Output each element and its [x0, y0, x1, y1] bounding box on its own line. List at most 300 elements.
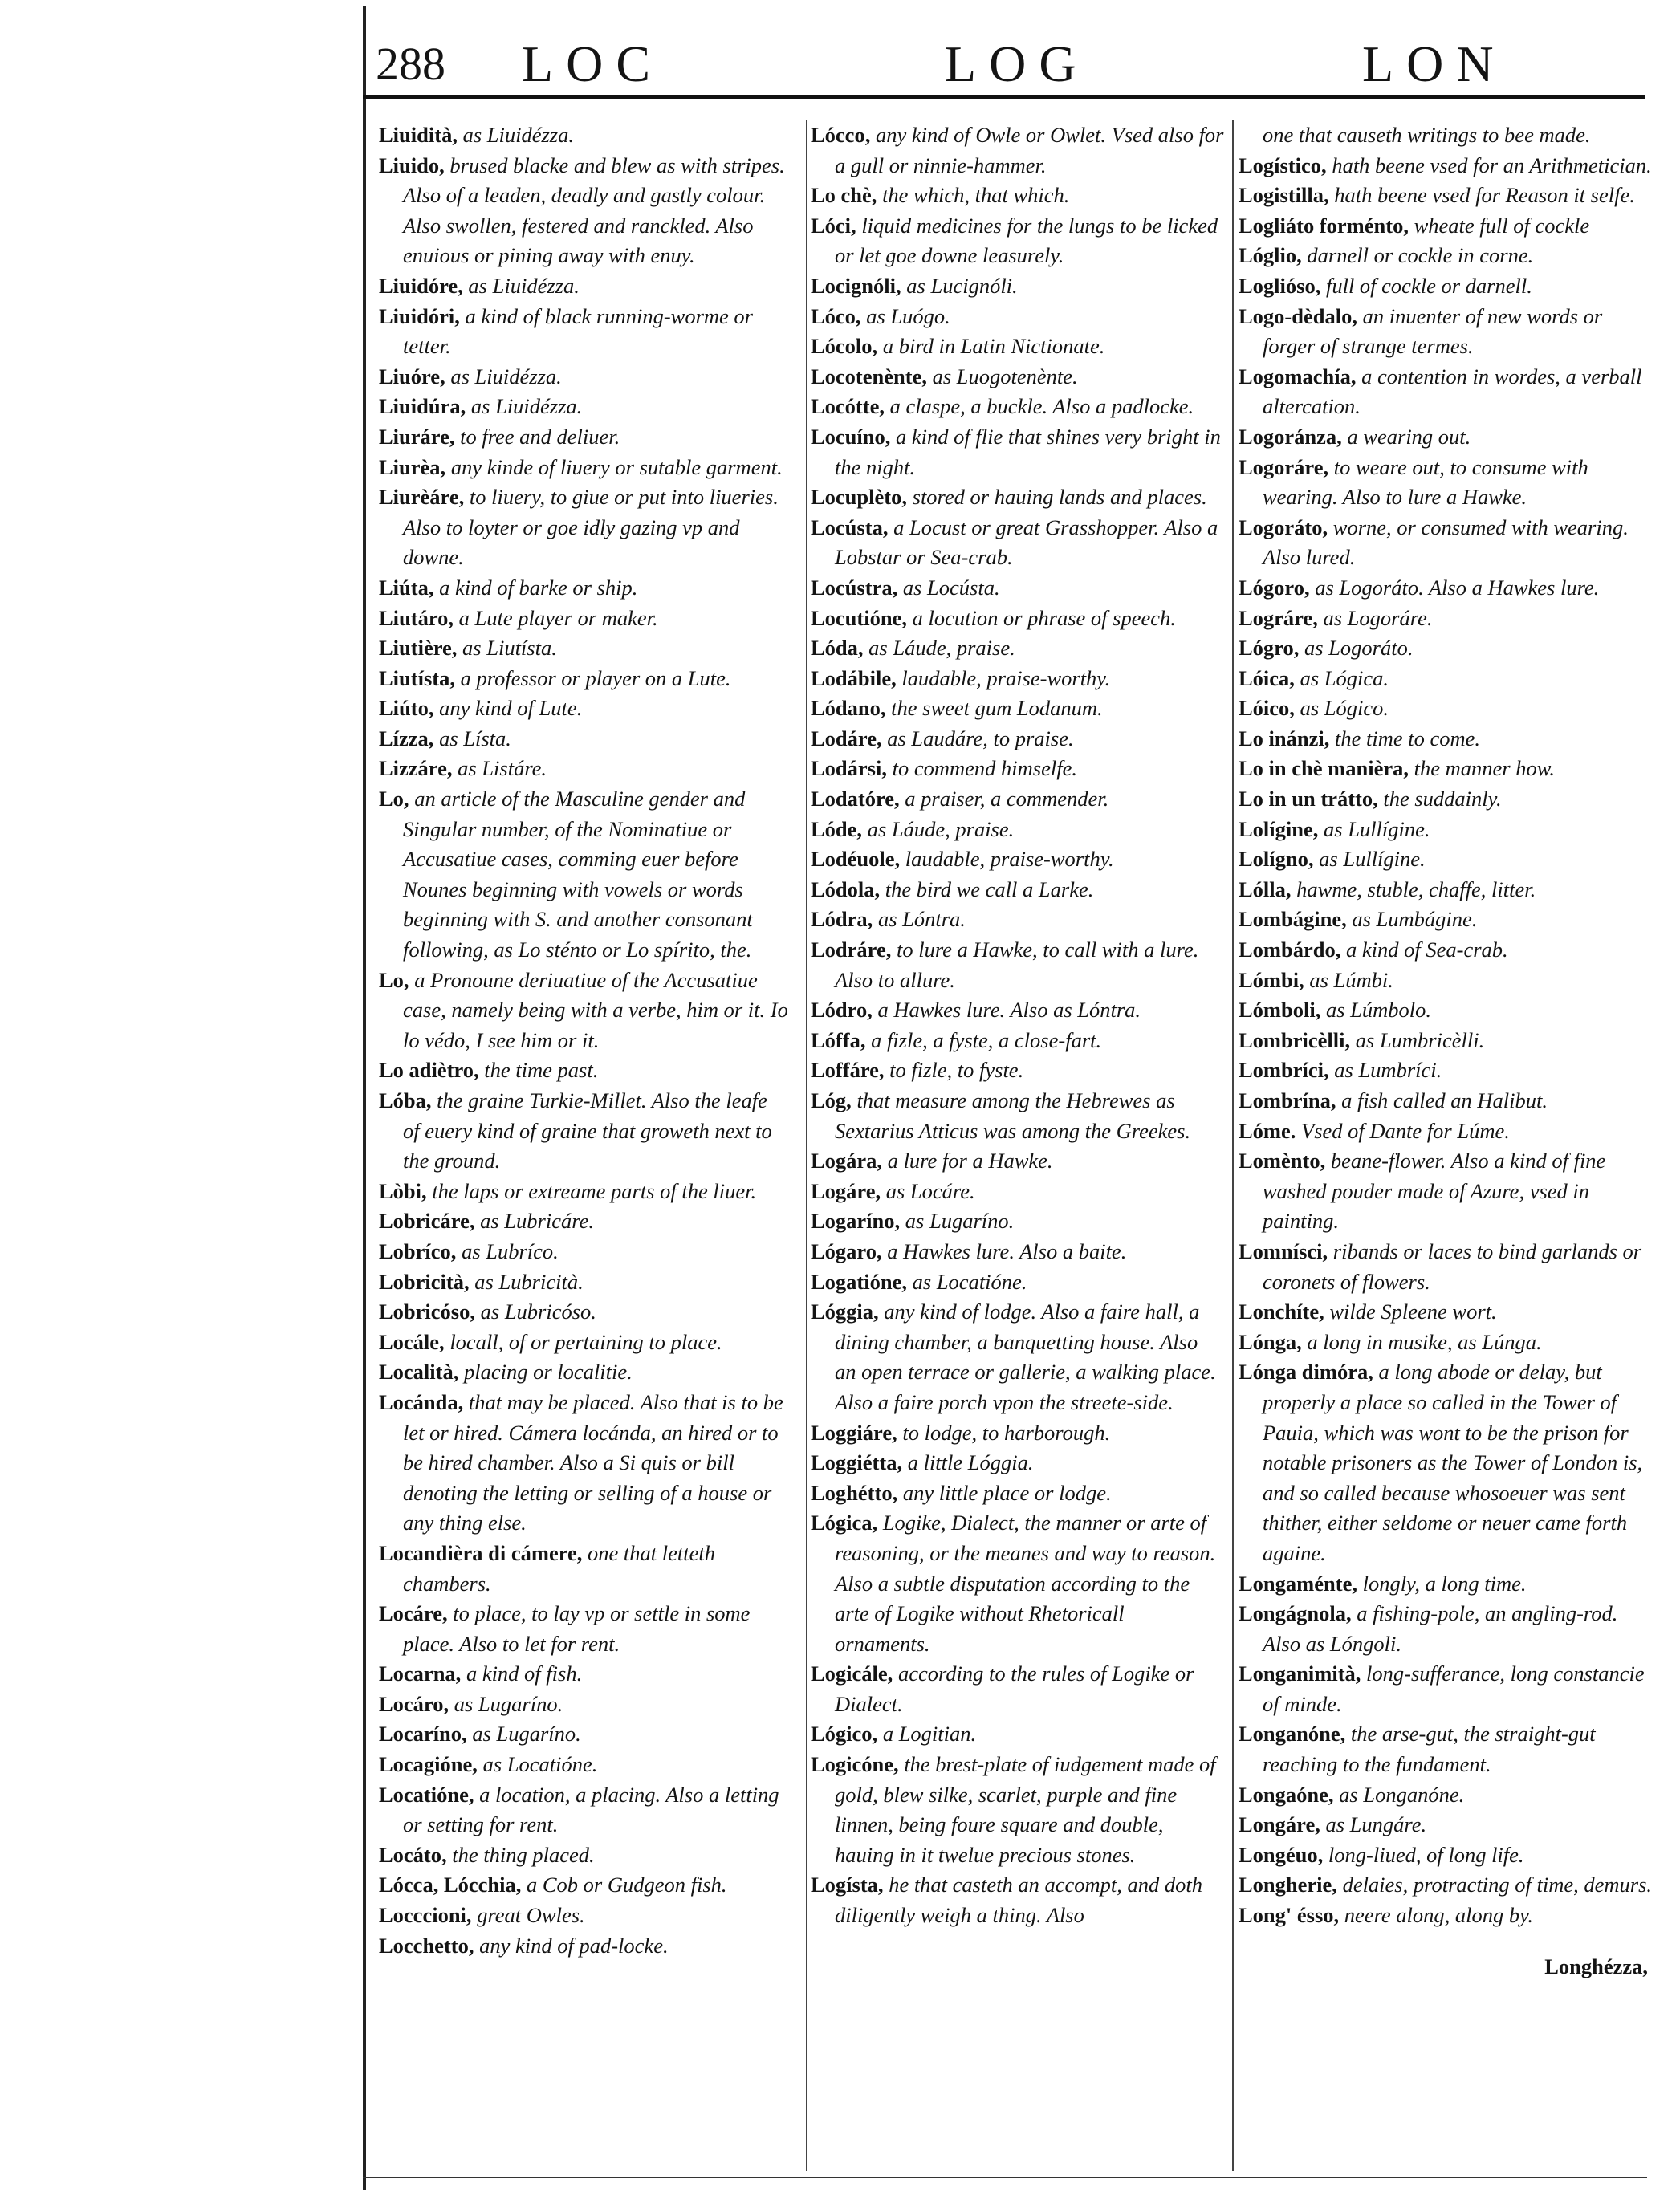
- definition: a little Lóggia.: [907, 1450, 1034, 1475]
- headword: Longherie,: [1239, 1873, 1337, 1897]
- definition: wilde Spleene wort.: [1329, 1299, 1497, 1324]
- page-number: 288: [376, 38, 445, 90]
- dictionary-entry: [379, 1177, 788, 1207]
- dictionary-entry: [811, 754, 1224, 784]
- dictionary-entry: [811, 875, 1224, 905]
- headword: Longéuo,: [1239, 1842, 1324, 1867]
- definition: to free and deliuer.: [460, 424, 620, 449]
- headword: Logaríno,: [811, 1209, 901, 1234]
- dictionary-entry: [379, 422, 788, 453]
- dictionary-entry: [1239, 1237, 1656, 1297]
- headword: Liurèáre,: [379, 485, 465, 510]
- dictionary-entry: [1239, 302, 1656, 362]
- dictionary-entry: [379, 1599, 788, 1659]
- definition: to fizle, to fyste.: [889, 1058, 1024, 1083]
- definition: hawme, stuble, chaffe, litter.: [1296, 876, 1536, 901]
- definition: as Locústa.: [902, 575, 1000, 600]
- headword: Liutísta,: [379, 665, 455, 690]
- headword: Lobricità,: [379, 1269, 470, 1294]
- definition: the suddainly.: [1383, 787, 1502, 811]
- definition: as Lubríco.: [462, 1238, 559, 1263]
- dictionary-entry: [1239, 935, 1656, 966]
- definition: as Logoráto. Also a Hawkes lure.: [1315, 575, 1600, 600]
- headword: Locáre,: [379, 1601, 448, 1626]
- headword: Locuplèto,: [811, 485, 907, 510]
- definition: to weare out, to consume with wearing. Also to lure a Hawke.: [1263, 454, 1588, 510]
- headword: Logísta,: [811, 1873, 884, 1897]
- headword: Logistilla,: [1239, 183, 1329, 208]
- definition: as Lubricóso.: [480, 1299, 596, 1324]
- headword: Lóme.: [1239, 1118, 1296, 1143]
- headword: Longaóne,: [1239, 1782, 1334, 1807]
- dictionary-entry: [1239, 604, 1656, 634]
- definition: full of cockle or darnell.: [1325, 273, 1532, 298]
- footer-rule: [363, 2177, 1647, 2178]
- dictionary-entry: [1239, 1780, 1656, 1811]
- definition: a fish called an Halibut.: [1341, 1088, 1548, 1112]
- dictionary-entry: [811, 1478, 1224, 1509]
- definition: any kind of Lute.: [439, 696, 583, 721]
- dictionary-entry: [1239, 271, 1656, 302]
- headword: Locótte,: [811, 394, 885, 419]
- dictionary-entry: [1239, 1840, 1656, 1871]
- headword: Logo-dèdalo,: [1239, 303, 1357, 328]
- headword: Logáre,: [811, 1178, 881, 1203]
- definition: any little place or lodge.: [902, 1480, 1112, 1505]
- definition: stored or hauing lands and places.: [912, 485, 1207, 510]
- headword: Lódano,: [811, 696, 886, 721]
- definition: the which, that which.: [882, 183, 1070, 208]
- headword: Lóglio,: [1239, 243, 1302, 268]
- definition: a lure for a Hawke.: [887, 1149, 1053, 1173]
- headword: Lólla,: [1239, 876, 1292, 901]
- definition: beane-flower. Also a kind of fine washed pouder made of Azure, vsed in painting.: [1263, 1149, 1606, 1234]
- headword: Locccioni,: [379, 1903, 472, 1928]
- definition: the thing placed.: [452, 1842, 595, 1867]
- headword: Locáro,: [379, 1691, 449, 1716]
- headword: Lodábile,: [811, 665, 897, 690]
- dictionary-entry: [379, 271, 788, 302]
- headword: Logatióne,: [811, 1269, 907, 1294]
- dictionary-entry: [811, 995, 1224, 1026]
- definition: the time to come.: [1335, 726, 1481, 750]
- headword: Lógica,: [811, 1511, 878, 1535]
- definition: the brest-plate of iudgement made of gold, blew silke, scarlet, purple and fine linnen, being foure square and double, hauing in it twelue precious stones.: [835, 1752, 1216, 1867]
- headword: Lóde,: [811, 816, 863, 841]
- headword: Località,: [379, 1360, 459, 1385]
- definition: as Liuidézza.: [470, 394, 583, 419]
- dictionary-entry: [1239, 1055, 1656, 1086]
- dictionary-entry: [1239, 241, 1656, 271]
- definition: a wearing out.: [1347, 424, 1471, 449]
- dictionary-entry: [1239, 120, 1656, 151]
- dictionary-entry: [379, 784, 788, 966]
- dictionary-entry: [811, 331, 1224, 362]
- headword: Lódola,: [811, 876, 881, 901]
- definition: as Lóntra.: [877, 907, 966, 932]
- definition: a locution or phrase of speech.: [912, 605, 1176, 630]
- dictionary-entry: [379, 1870, 788, 1901]
- headword: Locagióne,: [379, 1752, 478, 1777]
- definition: as Lucignóli.: [906, 273, 1018, 298]
- definition: a praiser, a commender.: [905, 787, 1109, 811]
- definition: a bird in Latin Nictionate.: [882, 334, 1105, 359]
- dictionary-entry: [379, 151, 788, 271]
- definition: as Longanóne.: [1339, 1782, 1465, 1807]
- headword: Lobríco,: [379, 1238, 457, 1263]
- headword: Longanóne,: [1239, 1722, 1346, 1747]
- definition: to lure a Hawke, to call with a lure. Also to allure.: [835, 937, 1199, 992]
- column-rule-1: [806, 120, 807, 2171]
- headword: Lócco,: [811, 123, 871, 147]
- headword: Lómbi,: [1239, 967, 1304, 992]
- dictionary-entry: [1239, 453, 1656, 513]
- headword: Locatióne,: [379, 1782, 474, 1807]
- dictionary-entry: [379, 120, 788, 151]
- headword: Liuido,: [379, 152, 445, 177]
- definition: as Logoráto.: [1304, 636, 1414, 661]
- page-left-rule: [363, 6, 366, 2190]
- headword: Lodáre,: [811, 726, 882, 750]
- dictionary-entry: [1239, 1357, 1656, 1568]
- headword: Lizzáre,: [379, 756, 453, 781]
- dictionary-entry: [379, 573, 788, 604]
- headword: Lónga dimóra,: [1239, 1360, 1373, 1385]
- definition: to liuery, to giue or put into liueries. Also to loyter or goe idly gazing vp and downe.: [403, 485, 779, 570]
- headword: Lóda,: [811, 636, 864, 661]
- catchword: Longhézza,: [1544, 1954, 1648, 1979]
- definition: as Lullígine.: [1319, 847, 1426, 872]
- dictionary-entry: [811, 1418, 1224, 1449]
- dictionary-entry: [811, 815, 1224, 845]
- dictionary-entry: [1239, 844, 1656, 875]
- headword: Lónga,: [1239, 1329, 1302, 1354]
- definition: that measure among the Hebrewes as Sextarius Atticus was among the Greekes.: [835, 1088, 1191, 1143]
- headword: Locotenènte,: [811, 364, 927, 388]
- headword: Lodársi,: [811, 756, 887, 781]
- headword: Lolígno,: [1239, 847, 1314, 872]
- headword: Liurèa,: [379, 454, 446, 479]
- definition: as Locáre.: [885, 1178, 975, 1203]
- headword: Longaménte,: [1239, 1571, 1357, 1596]
- definition: as Lugaríno.: [905, 1209, 1015, 1234]
- headword: Lóco,: [811, 303, 861, 328]
- dictionary-entry: [379, 633, 788, 664]
- headword: Liutière,: [379, 636, 458, 661]
- definition: an article of the Masculine gender and Singular number, of the Nominatiue or Accusatiue cases, comming euer before Nounes beginning with vowels or words beginning with S. and another consonant following, as Lo sténto or Lo spírito, the.: [403, 787, 753, 962]
- headword: Lodatóre,: [811, 787, 900, 811]
- definition: as Lugaríno.: [472, 1722, 581, 1747]
- dictionary-entry: [1239, 1328, 1656, 1358]
- definition: a Lute player or maker.: [458, 605, 658, 630]
- dictionary-entry: [379, 453, 788, 483]
- definition: as Lubricità.: [474, 1269, 584, 1294]
- headword: Longáre,: [1239, 1812, 1320, 1837]
- headword: Lo,: [379, 967, 409, 992]
- dictionary-entry: [811, 1719, 1224, 1750]
- dictionary-entry: [811, 1146, 1224, 1177]
- headword: Lómboli,: [1239, 998, 1321, 1023]
- headword: Lóffa,: [811, 1027, 866, 1052]
- headword: Liutáro,: [379, 605, 454, 630]
- dictionary-entry: [1239, 573, 1656, 604]
- headword: Lombrína,: [1239, 1088, 1336, 1112]
- dictionary-entry: [811, 1237, 1224, 1267]
- headword: Locchetto,: [379, 1933, 474, 1958]
- headword: Locáto,: [379, 1842, 447, 1867]
- headword: Logoránza,: [1239, 424, 1342, 449]
- dictionary-entry: [811, 784, 1224, 815]
- dictionary-entry: [379, 1297, 788, 1328]
- definition: to commend himselfe.: [892, 756, 1077, 781]
- definition: Vsed of Dante for Lúme.: [1301, 1118, 1510, 1143]
- definition: a contention in wordes, a verball altercation.: [1263, 364, 1642, 419]
- definition: a kind of barke or ship.: [439, 575, 638, 600]
- dictionary-entry: [1239, 693, 1656, 724]
- dictionary-entry: [811, 211, 1224, 271]
- definition: the graine Turkie-Millet. Also the leafe of euery kind of graine that groweth next to the ground.: [403, 1088, 772, 1173]
- headword: Logliáto forménto,: [1239, 213, 1409, 238]
- dictionary-entry: [811, 1508, 1224, 1659]
- definition: as Láude, praise.: [868, 636, 1015, 661]
- definition: as Lúmbi.: [1309, 967, 1393, 992]
- dictionary-entry: [811, 482, 1224, 513]
- definition: as Lungáre.: [1325, 1812, 1427, 1837]
- definition: longly, a long time.: [1362, 1571, 1527, 1596]
- headword: Logára,: [811, 1149, 883, 1173]
- definition: a long abode or delay, but properly a place so called in the Tower of Pauia, which was wont to be the prison for notable prisoners as the Tower of London is, and so called because whosoeuer was sent thither, either seldome or neuer came forth againe.: [1263, 1360, 1643, 1565]
- definition: a Pronoune deriuatiue of the Accusatiue case, namely being with a verbe, him or it. Io lo védo, I see him or it.: [403, 967, 788, 1052]
- dictionary-entry: [1239, 633, 1656, 664]
- dictionary-entry: [379, 1780, 788, 1840]
- definition: according to the rules of Logike or Dialect.: [835, 1661, 1194, 1716]
- dictionary-entry: [379, 693, 788, 724]
- dictionary-entry: [1239, 362, 1656, 422]
- dictionary-entry: [811, 1026, 1224, 1056]
- headword: Lódro,: [811, 998, 873, 1023]
- header-center-word: LOG: [945, 35, 1089, 92]
- headword: Lócca, Lócchia,: [379, 1873, 522, 1897]
- dictionary-entry: [1239, 1901, 1656, 1931]
- headword: Liúta,: [379, 575, 434, 600]
- headword: Liuidóre,: [379, 273, 463, 298]
- dictionary-entry: [379, 724, 788, 754]
- dictionary-entry: [811, 664, 1224, 694]
- definition: as Laudáre, to praise.: [887, 726, 1074, 750]
- headword: Lombárdo,: [1239, 937, 1341, 962]
- dictionary-entry: [811, 1267, 1224, 1298]
- dictionary-entry: [811, 1297, 1224, 1417]
- dictionary-entry: [379, 1931, 788, 1962]
- definition: as Láude, praise.: [867, 816, 1015, 841]
- dictionary-entry: [811, 1086, 1224, 1146]
- headword: Lobricáre,: [379, 1209, 475, 1234]
- dictionary-entry: [1239, 1116, 1656, 1147]
- headword: Logoráto,: [1239, 514, 1328, 539]
- definition: wheate full of cockle: [1414, 213, 1590, 238]
- definition: hath beene vsed for an Arithmetician.: [1332, 152, 1652, 177]
- headword: Liuóre,: [379, 364, 445, 388]
- dictionary-entry: [1239, 875, 1656, 905]
- definition: as Lullígine.: [1324, 816, 1430, 841]
- dictionary-entry: [379, 392, 788, 422]
- definition: a Hawkes lure. Also as Lóntra.: [877, 998, 1141, 1023]
- headword: Loghétto,: [811, 1480, 898, 1505]
- headword: Loffáre,: [811, 1058, 885, 1083]
- headword: Longágnola,: [1239, 1601, 1352, 1626]
- definition: laudable, praise-worthy.: [905, 847, 1114, 872]
- definition: as Liuidézza.: [468, 273, 580, 298]
- headword: Lo inánzi,: [1239, 726, 1330, 750]
- headword: Lobricóso,: [379, 1299, 475, 1324]
- definition: ribands or laces to bind garlands or coronets of flowers.: [1263, 1238, 1642, 1294]
- definition: a long in musike, as Lúnga.: [1307, 1329, 1542, 1354]
- definition: the time past.: [484, 1058, 599, 1083]
- dictionary-entry: [1239, 1086, 1656, 1116]
- column-rule-2: [1232, 120, 1234, 2171]
- headword: Lo adiètro,: [379, 1058, 479, 1083]
- headword: Lonchíte,: [1239, 1299, 1324, 1324]
- dictionary-entry: [379, 664, 788, 694]
- definition: as Logoráre.: [1323, 605, 1433, 630]
- headword: Liuidóri,: [379, 303, 460, 328]
- headword: Loggiáre,: [811, 1420, 897, 1445]
- headword: Lombríci,: [1239, 1058, 1329, 1083]
- definition: a location, a placing. Also a letting or setting for rent.: [403, 1782, 779, 1837]
- headword: Lodéuole,: [811, 847, 901, 872]
- definition: Logike, Dialect, the manner or arte of reasoning, or the meanes and way to reason. Also a subtle disputation according to the arte of Logike without Rhetoricall ornaments.: [835, 1511, 1216, 1656]
- dictionary-entry: [379, 604, 788, 634]
- dictionary-entry: [379, 1719, 788, 1750]
- dictionary-entry: [379, 1328, 788, 1358]
- dictionary-entry: [811, 604, 1224, 634]
- dictionary-entry: [1239, 513, 1656, 573]
- dictionary-entry: [379, 1690, 788, 1720]
- dictionary-entry: [379, 1267, 788, 1298]
- running-header: [371, 36, 1639, 92]
- definition: as Locatióne.: [482, 1752, 598, 1777]
- dictionary-entry: [811, 1659, 1224, 1719]
- definition: the manner how.: [1414, 756, 1556, 781]
- header-right-word: LON: [1362, 35, 1507, 92]
- dictionary-entry: [1239, 754, 1656, 784]
- definition: any kind of lodge. Also a faire hall, a dining chamber, a banquetting house. Also an open terrace or gallerie, a walking place. Also a faire porch vpon the streete-side.: [835, 1299, 1216, 1414]
- dictionary-entry: [379, 1388, 788, 1539]
- definition: as Liuidézza.: [450, 364, 562, 388]
- headword: Longanimità,: [1239, 1661, 1361, 1686]
- headword: Lo,: [379, 787, 409, 811]
- dictionary-entry: [1239, 1659, 1656, 1719]
- definition: a Locust or great Grasshopper. Also a Lobstar or Sea-crab.: [835, 514, 1218, 570]
- headword: Locánda,: [379, 1389, 464, 1414]
- dictionary-entry: [811, 1870, 1224, 1930]
- definition: the sweet gum Lodanum.: [891, 696, 1103, 721]
- dictionary-entry: [1239, 1810, 1656, 1840]
- definition: brused blacke and blew as with stripes. Also of a leaden, deadly and gastly colour. Also swollen, festered and ranckled. Also enuious or pining away with enuy.: [403, 152, 785, 268]
- dictionary-entry: [1239, 1870, 1656, 1901]
- definition: liquid medicines for the lungs to be licked or let goe downe leasurely.: [835, 213, 1218, 268]
- dictionary-entry: [811, 120, 1224, 181]
- definition: laudable, praise-worthy.: [901, 665, 1111, 690]
- definition: as Luogotenènte.: [932, 364, 1078, 388]
- dictionary-entry: [1239, 784, 1656, 815]
- definition: as Liutísta.: [462, 636, 557, 661]
- column-2: [811, 120, 1224, 1931]
- definition: a kind of Sea-crab.: [1346, 937, 1508, 962]
- dictionary-entry: [379, 302, 788, 362]
- definition: locall, of or pertaining to place.: [449, 1329, 722, 1354]
- definition: a Logitian.: [882, 1722, 977, 1747]
- dictionary-entry: [379, 482, 788, 573]
- headword: Lomnísci,: [1239, 1238, 1328, 1263]
- dictionary-entry: [379, 1055, 788, 1086]
- headword: Locústa,: [811, 514, 889, 539]
- definition: he that casteth an accompt, and doth diligently weigh a thing. Also: [835, 1873, 1202, 1928]
- dictionary-entry: [1239, 422, 1656, 453]
- definition: as Luógo.: [866, 303, 950, 328]
- headword: Logoráre,: [1239, 454, 1329, 479]
- definition: one that letteth chambers.: [403, 1540, 716, 1596]
- definition: neere along, along by.: [1344, 1903, 1534, 1928]
- headword: Lodráre,: [811, 937, 892, 962]
- dictionary-entry: [379, 1901, 788, 1931]
- column-1: [379, 120, 788, 1961]
- dictionary-entry: [811, 905, 1224, 935]
- definition: as Liuidézza.: [462, 123, 574, 147]
- dictionary-entry: [379, 754, 788, 784]
- headword: Locuíno,: [811, 424, 891, 449]
- definition: the laps or extreame parts of the liuer.: [432, 1178, 757, 1203]
- dictionary-entry: [379, 1357, 788, 1388]
- dictionary-entry: [811, 693, 1224, 724]
- definition: delaies, protracting of time, demurs.: [1342, 1873, 1653, 1897]
- definition: a Cob or Gudgeon fish.: [527, 1873, 727, 1897]
- definition: the arse-gut, the straight-gut reaching to the fundament.: [1263, 1722, 1596, 1777]
- definition: a kind of fish.: [466, 1661, 583, 1686]
- dictionary-entry: [811, 1177, 1224, 1207]
- dictionary-entry: [811, 392, 1224, 422]
- definition: that may be placed. Also that is to be let or hired. Cámera locánda, an hired or to be hired chamber. Also a Si quis or bill denoting the letting or selling of a house or any thing else.: [403, 1389, 783, 1535]
- headword: Lóba,: [379, 1088, 432, 1112]
- headword: Lógoro,: [1239, 575, 1310, 600]
- definition: one that causeth writings to bee made.: [1263, 123, 1591, 147]
- headword: Locaríno,: [379, 1722, 467, 1747]
- headword: Lóci,: [811, 213, 856, 238]
- definition: placing or localitie.: [464, 1360, 633, 1385]
- dictionary-entry: [379, 1086, 788, 1177]
- definition: worne, or consumed with wearing. Also lured.: [1263, 514, 1629, 570]
- dictionary-entry: [1239, 1599, 1656, 1659]
- headword: Lomènto,: [1239, 1149, 1326, 1173]
- dictionary-entry: [379, 1750, 788, 1780]
- headword: Locále,: [379, 1329, 445, 1354]
- dictionary-entry: [811, 271, 1224, 302]
- definition: any kind of pad-locke.: [479, 1933, 669, 1958]
- definition: as Lubricáre.: [480, 1209, 594, 1234]
- headword: Locarna,: [379, 1661, 462, 1686]
- definition: as Lógica.: [1300, 665, 1389, 690]
- definition: a professor or player on a Lute.: [460, 665, 731, 690]
- dictionary-entry: [1239, 905, 1656, 935]
- headword: Lóggia,: [811, 1299, 879, 1324]
- headword: Lógico,: [811, 1722, 878, 1747]
- headword: Loglióso,: [1239, 273, 1321, 298]
- headword: Locústra,: [811, 575, 898, 600]
- definition: to place, to lay vp or settle in some place. Also to let for rent.: [403, 1601, 751, 1656]
- dictionary-entry: [1239, 1569, 1656, 1600]
- definition: as Lumbricèlli.: [1355, 1027, 1485, 1052]
- header-rule: [363, 95, 1645, 99]
